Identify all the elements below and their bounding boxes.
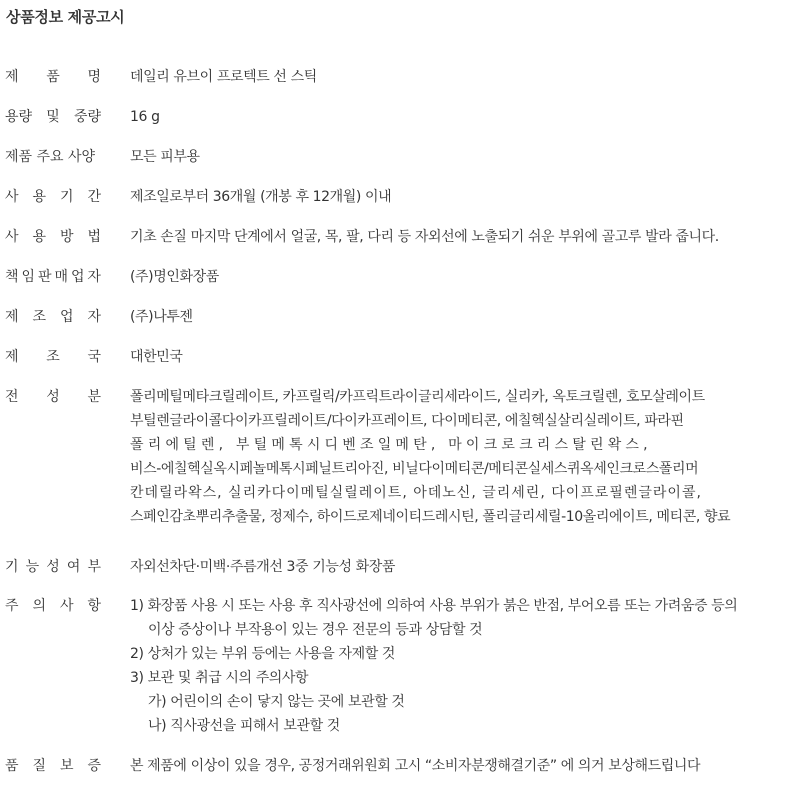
row-label: 주 의 사 항 <box>5 598 101 614</box>
ingredients-line: 비스-에칠헥실옥시페놀메톡시페닐트리아진, 비닐다이메티콘/메티콘실세스퀴옥세인크로스폴리머 <box>130 461 699 477</box>
row-label: 사 용 기 간 <box>5 189 101 205</box>
row-label: 책 임 판 매 업 자 <box>5 269 101 285</box>
row-value: 자외선차단·미백·주름개선 3중 기능성 화장품 <box>130 559 395 575</box>
caution-line: 3) 보관 및 취급 시의 주의사항 <box>130 670 309 686</box>
row-value: 16 g <box>130 109 160 125</box>
row-label: 제 조 업 자 <box>5 309 101 325</box>
row-label: 기 능 성 여 부 <box>5 559 101 575</box>
row-value: 본 제품에 이상이 있을 경우, 공정거래위원회 고시 “소비자분쟁해결기준” 에 의거 보상해드립니다 <box>130 758 701 774</box>
caution-line: 나) 직사광선을 피해서 보관할 것 <box>148 718 340 734</box>
ingredients-line: 폴리에틸렌, 부틸메톡시디벤조일메탄, 마이크로크리스탈린왁스, <box>130 437 652 453</box>
caution-line: 1) 화장품 사용 시 또는 사용 후 직사광선에 의하여 사용 부위가 붉은 반점, 부어오름 또는 가려움증 등의 <box>130 598 738 614</box>
row-value: 데일리 유브이 프로텍트 선 스틱 <box>130 69 317 85</box>
row-value: 모든 피부용 <box>130 149 200 165</box>
row-label: 제 품 명 <box>5 69 101 85</box>
ingredients-line: 칸데릴라왁스, 실리카다이메틸실릴레이트, 아데노신, 글리세린, 다이프로필렌글라이콜, <box>130 485 702 501</box>
row-label: 전 성 분 <box>5 389 101 405</box>
row-label: 사 용 방 법 <box>5 229 101 245</box>
ingredients-line: 폴리메틸메타크릴레이트, 카프릴릭/카프릭트라이글리세라이드, 실리카, 옥토크릴렌, 호모살레이트 <box>130 389 705 405</box>
row-label: 제 조 국 <box>5 349 101 365</box>
row-value <box>130 594 798 738</box>
page-title: 상품정보 제공고시 <box>6 8 125 26</box>
row-label: 용량 및 중량 <box>5 109 101 125</box>
ingredients-line: 스페인감초뿌리추출물, 정제수, 하이드로제네이티드레시틴, 폴리글리세릴-10올리에이트, 메티콘, 향료 <box>130 509 731 525</box>
row-label: 품 질 보 증 <box>5 758 101 774</box>
caution-line: 이상 증상이나 부작용이 있는 경우 전문의 등과 상담할 것 <box>148 622 483 638</box>
row-label: 제품 주요 사양 <box>5 149 96 165</box>
row-value: 대한민국 <box>130 349 183 365</box>
ingredients-line: 부틸렌글라이콜다이카프릴레이트/다이카프레이트, 다이메티콘, 에칠헥실살리실레이트, 파라핀 <box>130 413 684 429</box>
row-value: 제조일로부터 36개월 (개봉 후 12개월) 이내 <box>130 189 392 205</box>
row-value: 기초 손질 마지막 단계에서 얼굴, 목, 팔, 다리 등 자외선에 노출되기 쉬운 부위에 골고루 발라 줍니다. <box>130 229 719 245</box>
row-value <box>130 385 798 529</box>
row-value: (주)명인화장품 <box>130 269 219 285</box>
caution-line: 2) 상처가 있는 부위 등에는 사용을 자제할 것 <box>130 646 396 662</box>
caution-line: 가) 어린이의 손이 닿지 않는 곳에 보관할 것 <box>148 694 405 710</box>
row-value: (주)나투젠 <box>130 309 193 325</box>
